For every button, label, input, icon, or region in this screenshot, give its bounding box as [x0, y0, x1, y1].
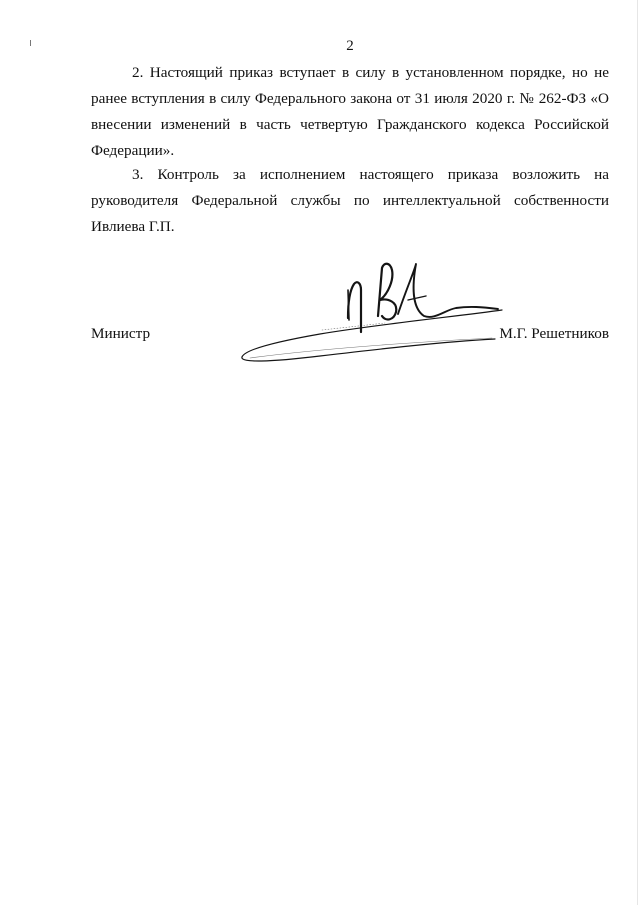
page-number: 2	[346, 38, 354, 54]
signer-position: Министр	[91, 325, 151, 342]
scan-edge-line	[637, 0, 638, 905]
handwritten-signature	[230, 250, 530, 370]
signature-block	[91, 325, 609, 349]
paragraph-3: 3. Контроль за исполнением настоящего приказа возложить на руководителя Федеральной службы по интеллектуальной собственности Ивлиева Г.П.	[91, 166, 609, 235]
paragraph-3-block	[91, 162, 609, 240]
paragraph-2-block	[91, 60, 609, 164]
signer-name: М.Г. Решетников	[499, 325, 609, 342]
paragraph-2: 2. Настоящий приказ вступает в силу в установленном порядке, но не ранее вступления в силу Федерального закона от 31 июля 2020 г. № 262-ФЗ «О внесении изменений в часть четвертую Гражданского кодекса Российской Федерации».	[91, 64, 609, 159]
